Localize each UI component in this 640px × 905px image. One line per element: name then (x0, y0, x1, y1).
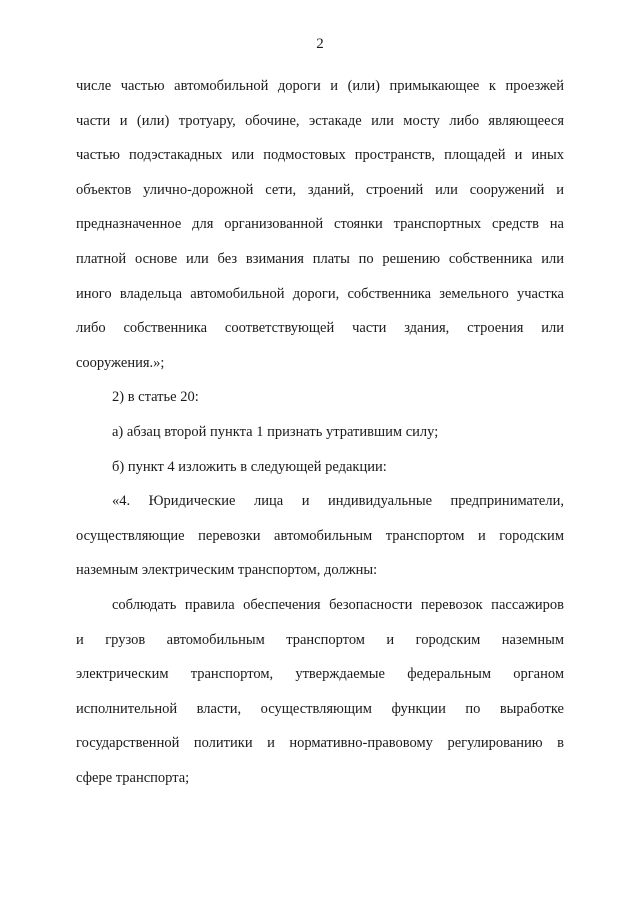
text-line: электрическим транспортом, утверждаемые федеральным органом (76, 666, 564, 683)
paragraph-first-line: «4. Юридические лица и индивидуальные предприниматели, (112, 493, 564, 510)
text-line: частью подэстакадных или подмостовых пространств, площадей и иных (76, 147, 564, 164)
text-line: части и (или) тротуару, обочине, эстакаде или мосту либо являющееся (76, 112, 564, 129)
paragraph-first-line: а) абзац второй пункта 1 признать утратившим силу; (112, 423, 439, 440)
text-line: сооружения.»; (76, 354, 165, 371)
text-line: исполнительной власти, осуществляющим функции по выработке (76, 700, 564, 717)
text-line: иного владельца автомобильной дороги, собственника земельного участка (76, 285, 564, 302)
text-line: государственной политики и нормативно-правовому регулированию в (76, 735, 564, 752)
page-number: 2 (316, 36, 324, 52)
paragraph-first-line: б) пункт 4 изложить в следующей редакции: (112, 458, 387, 475)
paragraph-first-line: соблюдать правила обеспечения безопасности перевозок пассажиров (112, 596, 564, 613)
text-line: и грузов автомобильным транспортом и городским наземным (76, 631, 564, 648)
text-line: объектов улично-дорожной сети, зданий, строений или сооружений и (76, 181, 564, 198)
text-line: числе частью автомобильной дороги и (или) примыкающее к проезжей (76, 78, 564, 94)
text-line: предназначенное для организованной стоянки транспортных средств на (76, 216, 564, 233)
text-line: платной основе или без взимания платы по решению собственника или (76, 250, 564, 267)
text-line: сфере транспорта; (76, 769, 190, 786)
document-body (76, 69, 564, 795)
text-line: наземным электрическим транспортом, должны: (76, 562, 378, 579)
text-line: осуществляющие перевозки автомобильным транспортом и городским (76, 527, 564, 544)
paragraph-first-line: 2) в статье 20: (112, 389, 199, 406)
text-line: либо собственника соответствующей части здания, строения или (76, 320, 564, 337)
